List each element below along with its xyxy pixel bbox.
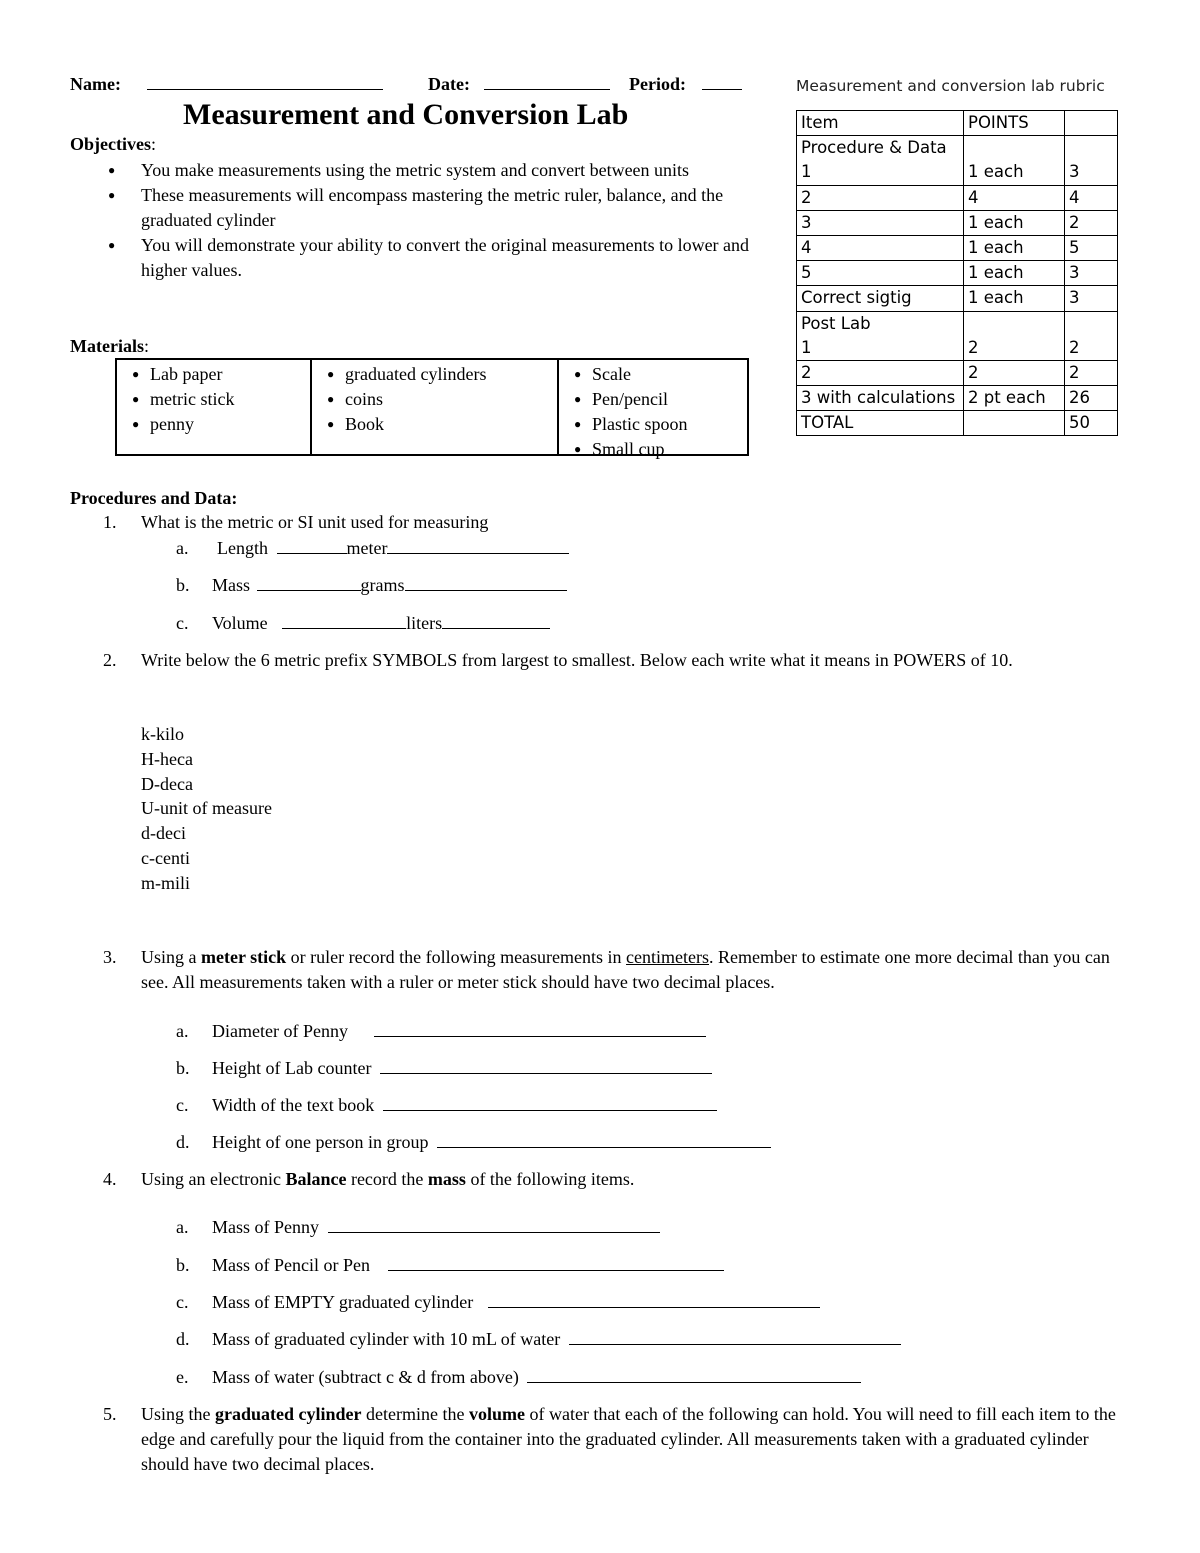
q1-volume-blank-pre bbox=[282, 612, 406, 629]
prefix-answer[interactable]: d-deci bbox=[141, 823, 186, 844]
q3-row: a. Diameter of Penny bbox=[176, 1019, 706, 1044]
rubric-row bbox=[797, 261, 1118, 286]
rubric-cell: 3 with calculations bbox=[797, 386, 964, 411]
rubric-row bbox=[797, 386, 1118, 411]
q1-volume-blank-post bbox=[442, 612, 550, 629]
q4-answer-blank[interactable] bbox=[527, 1366, 861, 1383]
rubric-row bbox=[797, 311, 1118, 336]
rubric-cell: 3 bbox=[1065, 261, 1118, 286]
question-3-text: Using a meter stick or ruler record the following measurements in centimeters. Remember to estimate one more decimal than you can see. All measurements taken with a ruler or meter stick should have two decimal places. bbox=[141, 947, 1110, 992]
rubric-cell: 2 bbox=[1065, 210, 1118, 235]
material-item: ● Plastic spoon bbox=[559, 412, 747, 437]
q1-mass-label: Mass bbox=[212, 575, 251, 595]
q1-mass-blank-post bbox=[405, 574, 567, 591]
rubric-row bbox=[797, 360, 1118, 385]
page-title: Measurement and Conversion Lab bbox=[183, 98, 629, 131]
prefix-answer[interactable]: c-centi bbox=[141, 847, 190, 868]
material-item: ● coins bbox=[312, 387, 557, 412]
materials-table bbox=[115, 358, 749, 459]
rubric-cell bbox=[964, 311, 1065, 336]
q3-label: Diameter of Penny bbox=[212, 1021, 348, 1041]
rubric-caption: Measurement and conversion lab rubric bbox=[796, 77, 1105, 95]
q4-answer-blank[interactable] bbox=[328, 1216, 660, 1233]
q1-length-blank-post bbox=[387, 537, 569, 554]
prefix-answer[interactable]: U-unit of measure bbox=[141, 798, 272, 819]
q3-label: Height of one person in group bbox=[212, 1132, 429, 1152]
rubric-cell: 2 bbox=[797, 185, 964, 210]
period-label: Period: bbox=[628, 74, 686, 94]
rubric-row bbox=[797, 210, 1118, 235]
name-label: Name: bbox=[70, 74, 121, 94]
rubric-row bbox=[797, 160, 1118, 185]
q1-mass-blank-pre bbox=[257, 574, 361, 591]
rubric-cell bbox=[1065, 311, 1118, 336]
material-item: ● Pen/pencil bbox=[559, 387, 747, 412]
q4-row: c. Mass of EMPTY graduated cylinder bbox=[176, 1290, 820, 1315]
rubric-cell: 5 bbox=[1065, 235, 1118, 260]
rubric-cell: 1 each bbox=[964, 286, 1065, 311]
q1-length-label: Length bbox=[217, 538, 268, 558]
q4-row: b. Mass of Pencil or Pen bbox=[176, 1253, 724, 1278]
q4-label: Mass of graduated cylinder with 10 mL of water bbox=[212, 1329, 561, 1349]
rubric-cell: Item bbox=[797, 111, 964, 136]
question-number: 1. bbox=[103, 512, 117, 532]
rubric-cell: TOTAL bbox=[797, 411, 964, 436]
prefix-answer[interactable]: H-heca bbox=[141, 748, 193, 769]
materials-column bbox=[117, 360, 310, 454]
date-blank[interactable] bbox=[484, 73, 610, 90]
prefix-answer[interactable]: m-mili bbox=[141, 872, 190, 893]
q4-answer-blank[interactable] bbox=[388, 1254, 724, 1271]
q1-volume-label: Volume bbox=[212, 613, 268, 633]
rubric-cell: 2 bbox=[1065, 360, 1118, 385]
objective-item: ● You will demonstrate your ability to convert the original measurements to lower and higher values. bbox=[108, 233, 760, 283]
question-number: 3. bbox=[103, 947, 117, 967]
rubric-row bbox=[797, 185, 1118, 210]
objective-item: ● You make measurements using the metric system and convert between units bbox=[108, 158, 760, 183]
rubric-cell: 2 bbox=[797, 360, 964, 385]
date-label: Date: bbox=[427, 74, 470, 94]
question-number: 5. bbox=[103, 1404, 117, 1424]
objectives-heading: Objectives: bbox=[70, 134, 156, 154]
rubric-cell: 1 each bbox=[964, 210, 1065, 235]
q4-row: e. Mass of water (subtract c & d from above) bbox=[176, 1365, 861, 1390]
objective-item: ● These measurements will encompass mastering the metric ruler, balance, and the graduated cylinder bbox=[108, 183, 760, 233]
rubric-cell: 4 bbox=[797, 235, 964, 260]
rubric-table bbox=[796, 110, 1118, 436]
q4-answer-blank[interactable] bbox=[488, 1291, 820, 1308]
q3-row: d. Height of one person in group bbox=[176, 1130, 771, 1155]
question-4-text: Using an electronic Balance record the mass of the following items. bbox=[141, 1169, 635, 1189]
q1-volume-answer[interactable]: liters bbox=[406, 613, 443, 633]
question-number: 4. bbox=[103, 1169, 117, 1189]
materials-column bbox=[310, 360, 557, 454]
name-blank[interactable] bbox=[147, 73, 383, 90]
materials-column bbox=[557, 360, 747, 459]
q4-row: a. Mass of Penny bbox=[176, 1215, 660, 1240]
rubric-cell: 3 bbox=[1065, 160, 1118, 185]
objectives-list bbox=[108, 158, 760, 283]
q4-label: Mass of water (subtract c & d from above) bbox=[212, 1367, 519, 1387]
rubric-row bbox=[797, 336, 1118, 361]
q4-row: d. Mass of graduated cylinder with 10 mL of water bbox=[176, 1327, 901, 1352]
rubric-cell: 26 bbox=[1065, 386, 1118, 411]
q1-volume-row: c. Volume liters bbox=[176, 611, 550, 636]
q4-label: Mass of EMPTY graduated cylinder bbox=[212, 1292, 474, 1312]
rubric-cell: 1 bbox=[797, 336, 964, 361]
rubric-cell: Post Lab bbox=[797, 311, 964, 336]
q3-row: c. Width of the text book bbox=[176, 1093, 717, 1118]
rubric-cell: 1 each bbox=[964, 261, 1065, 286]
q1-length-blank-pre bbox=[277, 537, 347, 554]
rubric-cell: 1 bbox=[797, 160, 964, 185]
question-5-text: Using the graduated cylinder determine the volume of water that each of the following can hold. You will need to fill each item to the edge and carefully pour the liquid from the container into the graduated cylinder. All measurements taken with a graduated cylinder should have two decimal places. bbox=[141, 1404, 1116, 1474]
rubric-cell: 50 bbox=[1065, 411, 1118, 436]
q3-row: b. Height of Lab counter bbox=[176, 1056, 712, 1081]
rubric-cell: Correct sigtig bbox=[797, 286, 964, 311]
rubric-cell: 2 bbox=[1065, 336, 1118, 361]
procedures-heading: Procedures and Data: bbox=[70, 488, 238, 508]
material-item: ● Lab paper bbox=[117, 362, 310, 387]
question-1-text: What is the metric or SI unit used for measuring bbox=[141, 512, 489, 532]
rubric-cell: 2 bbox=[964, 360, 1065, 385]
prefix-answer[interactable]: D-deca bbox=[141, 773, 193, 794]
rubric-row bbox=[797, 136, 1118, 161]
q1-length-answer[interactable]: meter bbox=[346, 538, 388, 558]
rubric-cell: 1 each bbox=[964, 160, 1065, 185]
q3-answer-blank[interactable] bbox=[437, 1131, 771, 1148]
rubric-cell: 2 bbox=[964, 336, 1065, 361]
q4-answer-blank[interactable] bbox=[569, 1328, 901, 1345]
material-item: ● metric stick bbox=[117, 387, 310, 412]
rubric-cell bbox=[1065, 111, 1118, 136]
material-item: ● Small cup bbox=[559, 437, 747, 462]
rubric-cell: 1 each bbox=[964, 235, 1065, 260]
material-item: ● Book bbox=[312, 412, 557, 437]
q3-label: Width of the text book bbox=[212, 1095, 375, 1115]
rubric-cell: Procedure & Data bbox=[797, 136, 964, 161]
rubric-row bbox=[797, 411, 1118, 436]
question-number: 2. bbox=[103, 650, 117, 670]
q4-label: Mass of Pencil or Pen bbox=[212, 1255, 370, 1275]
q3-answer-blank[interactable] bbox=[380, 1057, 712, 1074]
material-item: ● Scale bbox=[559, 362, 747, 387]
rubric-cell: 2 pt each bbox=[964, 386, 1065, 411]
material-item: ● graduated cylinders bbox=[312, 362, 557, 387]
rubric-cell bbox=[1065, 136, 1118, 161]
period-blank[interactable] bbox=[702, 73, 742, 90]
rubric-cell: 5 bbox=[797, 261, 964, 286]
rubric-row bbox=[797, 111, 1118, 136]
q2-answers bbox=[141, 722, 272, 896]
rubric-row bbox=[797, 235, 1118, 260]
material-item: ● penny bbox=[117, 412, 310, 437]
rubric-row bbox=[797, 286, 1118, 311]
q1-mass-answer[interactable]: grams bbox=[360, 575, 405, 595]
rubric-cell: 4 bbox=[1065, 185, 1118, 210]
rubric-cell: 3 bbox=[797, 210, 964, 235]
q3-answer-blank[interactable] bbox=[374, 1020, 706, 1037]
rubric-cell: 3 bbox=[1065, 286, 1118, 311]
q1-length-row: a. Length meter bbox=[176, 536, 569, 561]
q4-label: Mass of Penny bbox=[212, 1217, 319, 1237]
rubric-cell bbox=[964, 136, 1065, 161]
materials-heading: Materials: bbox=[70, 336, 149, 356]
q3-label: Height of Lab counter bbox=[212, 1058, 372, 1078]
q3-answer-blank[interactable] bbox=[383, 1094, 717, 1111]
prefix-answer[interactable]: k-kilo bbox=[141, 724, 184, 744]
rubric-cell: 4 bbox=[964, 185, 1065, 210]
question-2-text: Write below the 6 metric prefix SYMBOLS from largest to smallest. Below each write what it means in POWERS of 10. bbox=[141, 650, 1013, 670]
rubric-cell bbox=[964, 411, 1065, 436]
rubric-cell: POINTS bbox=[964, 111, 1065, 136]
q1-mass-row: b. Mass grams bbox=[176, 573, 567, 598]
